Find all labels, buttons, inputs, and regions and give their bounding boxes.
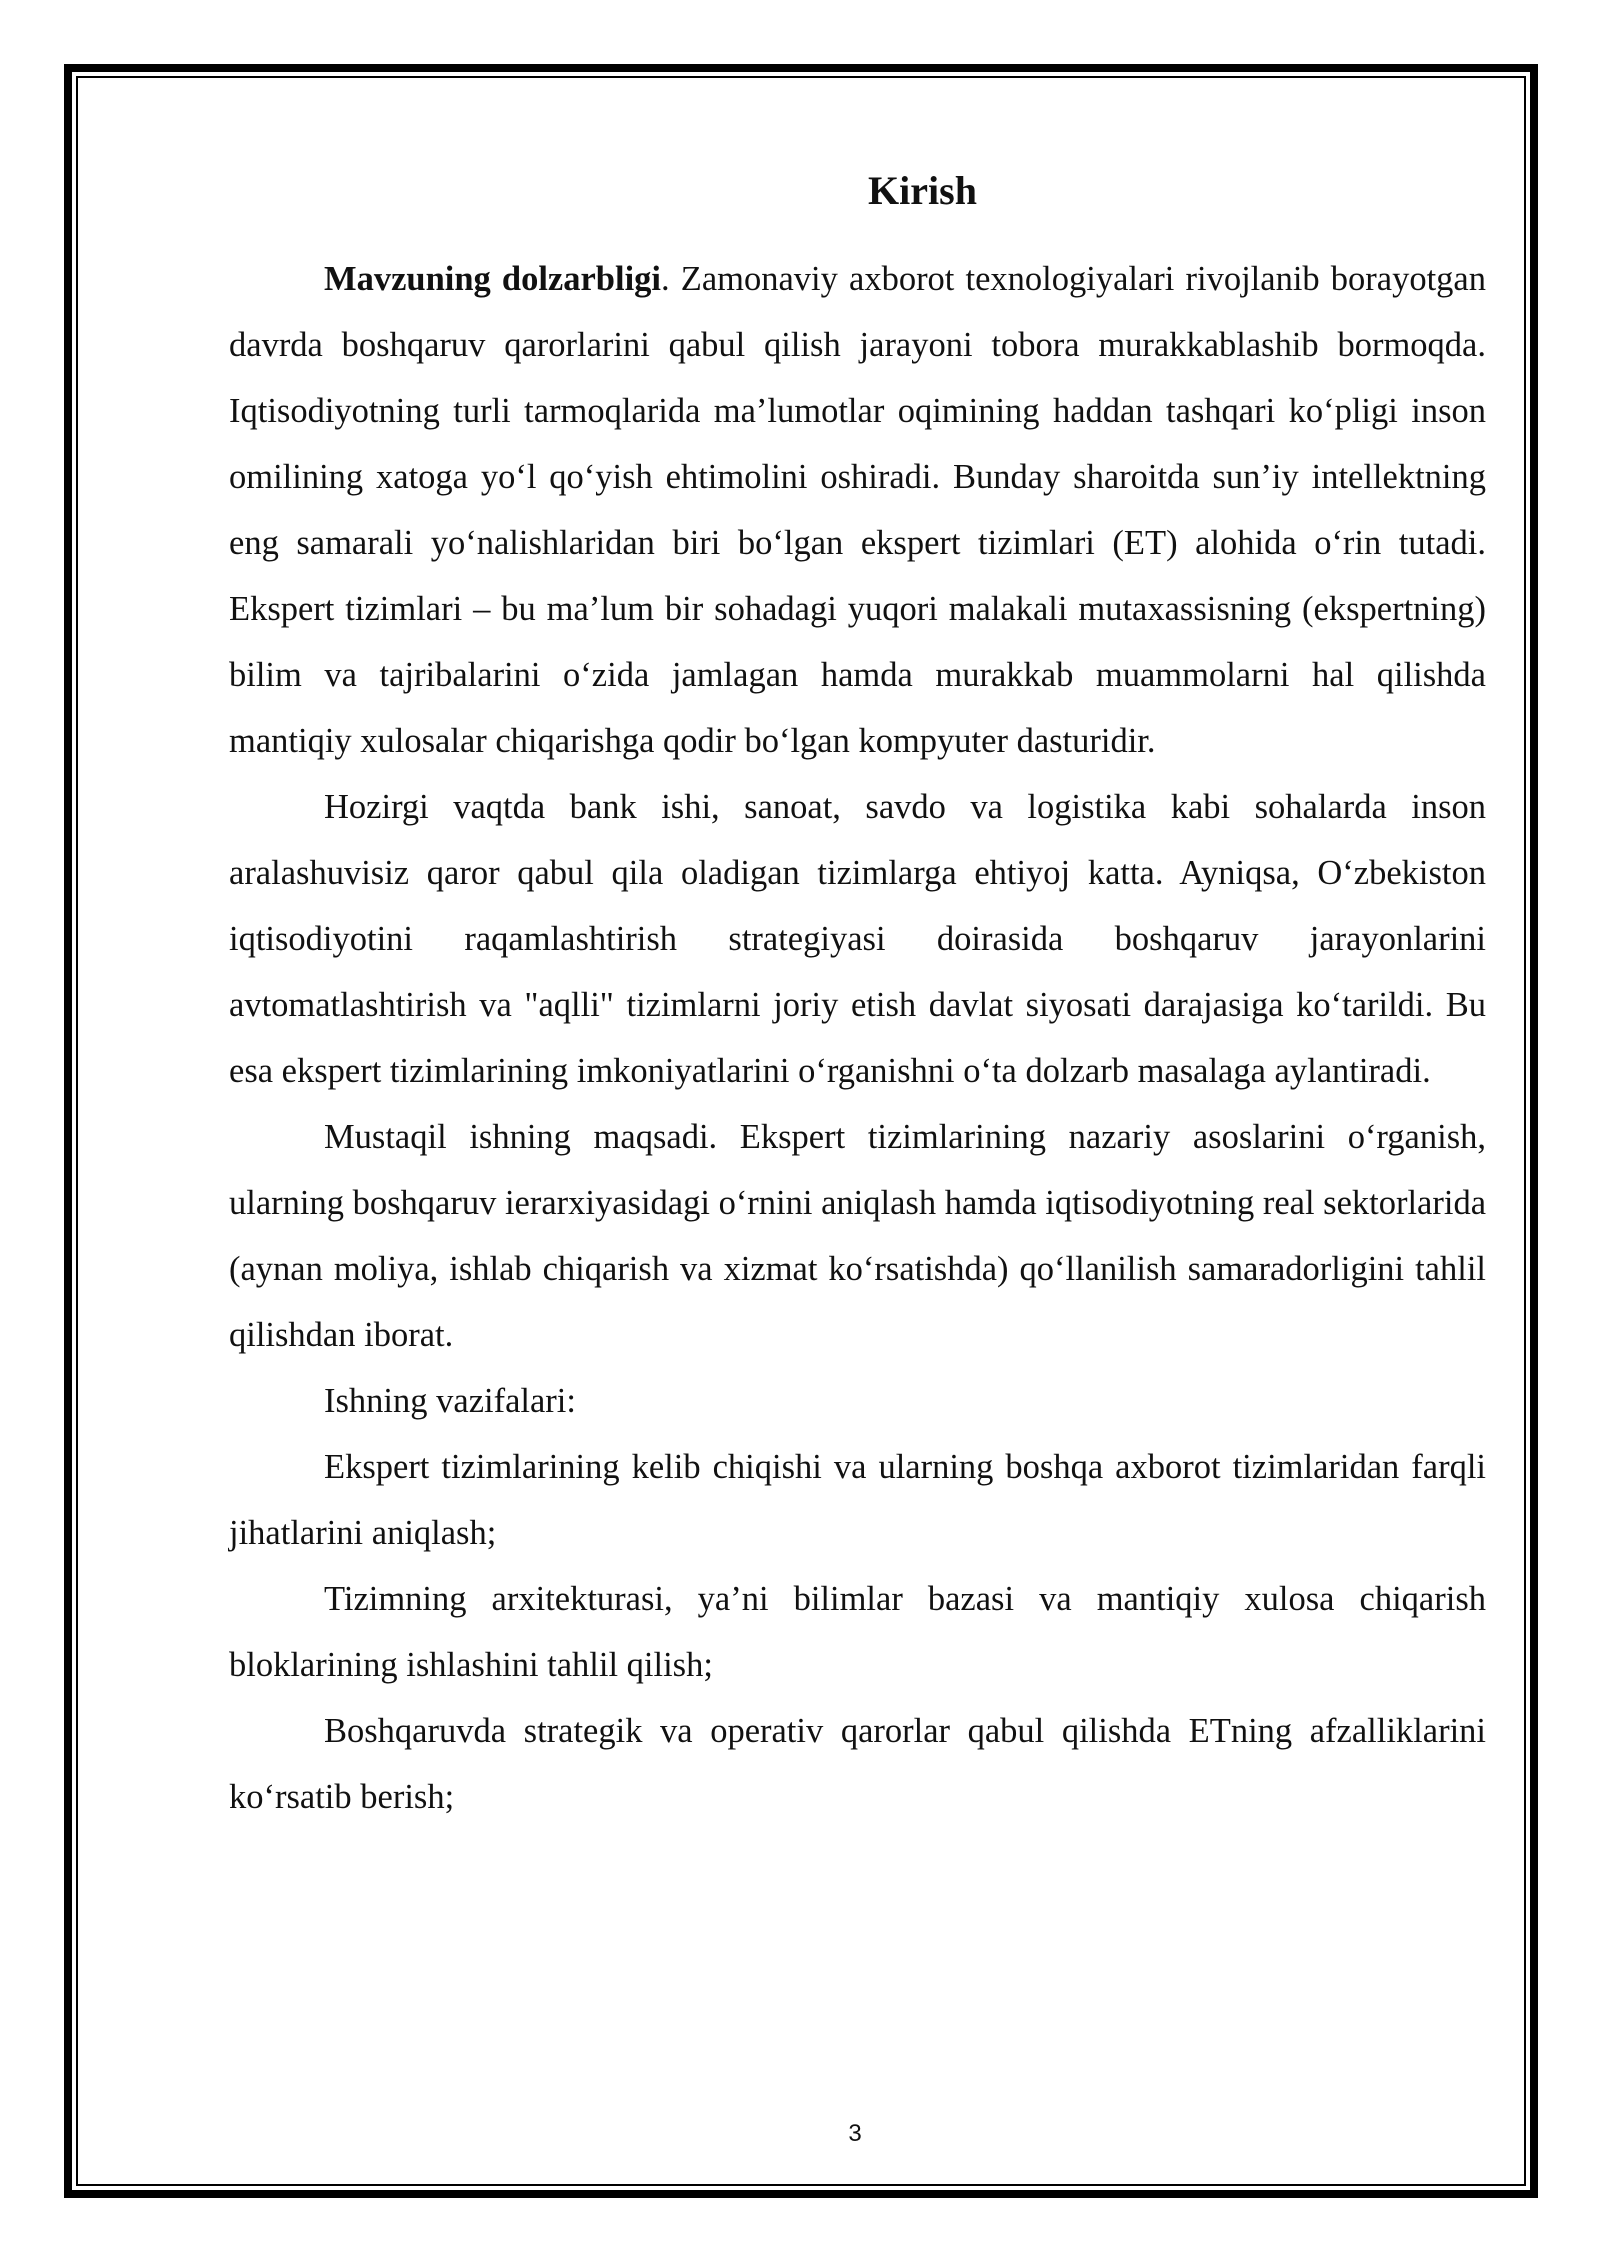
document-body (229, 158, 1486, 1830)
paragraph-tasks-heading: Ishning vazifalari: (324, 1382, 576, 1420)
paragraph-goal: Mustaqil ishning maqsadi. Ekspert tizimlarining nazariy asoslarini o‘rganish, ularning boshqaruv ierarxiyasidagi o‘rnini aniqlash hamda iqtisodiyotning real sektorlarida (aynan moliya, ishlab chiqarish va xizmat ko‘rsatishda) qo‘llanilish samaradorligini tahlil qilishdan iborat. (229, 1118, 1487, 1354)
paragraph-text: . Zamonaviy axborot texnologiyalari rivojlanib borayotgan davrda boshqaruv qarorlarini qabul qilish jarayoni tobora murakkablashib bormoqda. Iqtisodiyotning turli tarmoqlarida ma’lumotlar oqimining haddan tashqari ko‘pligi inson omilining xatoga yo‘l qo‘yish ehtimolini oshiradi. Bunday sharoitda sun’iy intellektning eng samarali yo‘nalishlaridan biri bo‘lgan ekspert tizimlari (ET) alohida o‘rin tutadi. Ekspert tizimlari – bu ma’lum bir sohadagi yuqori malakali mutaxassisning (ekspertning) bilim va tajribalarini o‘zida jamlagan hamda murakkab muammolarni hal qilishda mantiqiy xulosalar chiqarishga qodir bo‘lgan kompyuter dasturidir. (229, 260, 1486, 760)
paragraph-context: Hozirgi vaqtda bank ishi, sanoat, savdo va logistika kabi sohalarda inson aralashuvisiz qaror qabul qila oladigan tizimlarga ehtiyoj katta. Ayniqsa, O‘zbekiston iqtisodiyotini raqamlashtirish strategiyasi doirasida boshqaruv jarayonlarini avtomatlashtirish va "aqlli" tizimlarni joriy etish davlat siyosati darajasiga ko‘tarildi. Bu esa ekspert tizimlarining imkoniyatlarini o‘rganishni o‘ta dolzarb masalaga aylantiradi. (229, 788, 1486, 1090)
paragraph-task-3: Boshqaruvda strategik va operativ qarorlar qabul qilishda ETning afzalliklarini ko‘rsatib berish; (229, 1712, 1486, 1816)
paragraph-relevance (229, 246, 1486, 774)
paragraph-task-1: Ekspert tizimlarining kelib chiqishi va ularning boshqa axborot tizimlaridan farqli jihatlarini aniqlash; (229, 1448, 1486, 1552)
paragraph-lead: Mavzuning dolzarbligi (324, 260, 661, 298)
page-number: 3 (848, 2120, 862, 2147)
page-title: Kirish (868, 168, 977, 213)
paragraph-task-2: Tizimning arxitekturasi, ya’ni bilimlar bazasi va mantiqiy xulosa chiqarish bloklarining ishlashini tahlil qilish; (229, 1580, 1486, 1684)
